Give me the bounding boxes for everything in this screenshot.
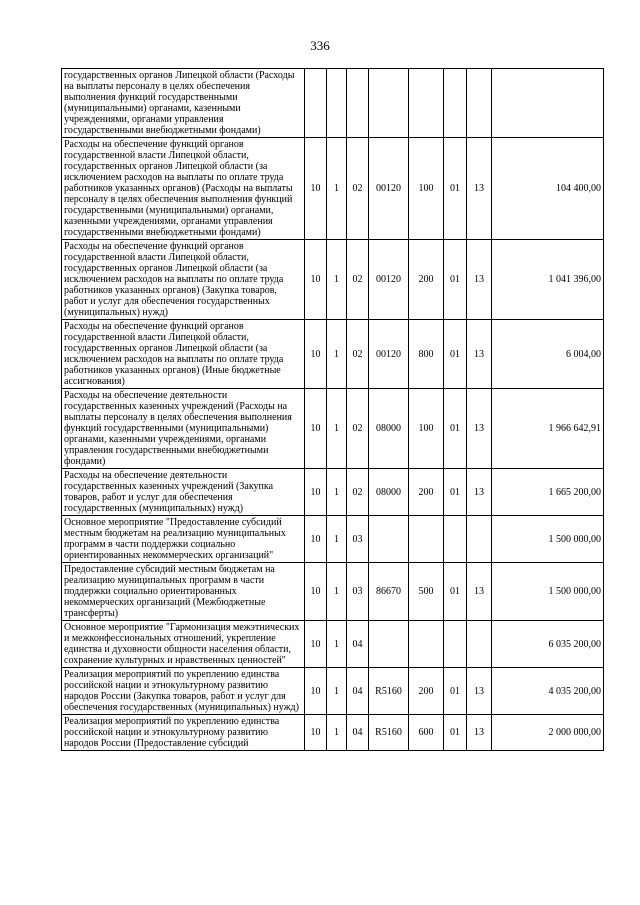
amount-cell: 1 665 200,00 [492, 469, 604, 516]
target-article-cell [369, 69, 409, 138]
subsection-cell: 13 [467, 563, 492, 621]
table-row [62, 138, 604, 240]
code-cell: 04 [347, 668, 369, 715]
section-cell: 01 [444, 668, 467, 715]
section-cell: 01 [444, 469, 467, 516]
target-article-cell: R5160 [369, 668, 409, 715]
table-row [62, 469, 604, 516]
code-cell: 10 [305, 668, 327, 715]
code-cell: 04 [347, 621, 369, 668]
amount-cell: 2 000 000,00 [492, 715, 604, 751]
code-cell: 04 [347, 715, 369, 751]
subsection-cell: 13 [467, 469, 492, 516]
section-cell [444, 69, 467, 138]
subsection-cell: 13 [467, 138, 492, 240]
code-cell: 02 [347, 389, 369, 469]
amount-cell: 1 966 642,91 [492, 389, 604, 469]
budget-item-description: Расходы на обеспечение функций органов государственной власти Липецкой области, государственных органов Липецкой области (за исключением расходов на выплаты по оплате труда работников указанных органов) (Закупка товаров, работ и услуг для обеспечения государственных (муниципальных) нужд) [62, 240, 305, 320]
budget-table [61, 68, 604, 751]
table-row [62, 516, 604, 563]
code-cell: 1 [327, 320, 347, 389]
expense-type-cell: 200 [409, 240, 444, 320]
code-cell [305, 69, 327, 138]
budget-item-description: Расходы на обеспечение функций органов государственной власти Липецкой области, государственных органов Липецкой области (за исключением расходов на выплаты по оплате труда работников указанных органов) (Иные бюджетные ассигнования) [62, 320, 305, 389]
amount-cell: 1 500 000,00 [492, 516, 604, 563]
expense-type-cell: 500 [409, 563, 444, 621]
code-cell: 10 [305, 320, 327, 389]
subsection-cell [467, 516, 492, 563]
code-cell: 1 [327, 240, 347, 320]
code-cell: 02 [347, 138, 369, 240]
target-article-cell: 00120 [369, 240, 409, 320]
code-cell: 1 [327, 138, 347, 240]
budget-item-description: Расходы на обеспечение деятельности государственных казенных учреждений (Закупка товаров, работ и услуг для обеспечения государственных (муниципальных) нужд) [62, 469, 305, 516]
amount-cell: 104 400,00 [492, 138, 604, 240]
code-cell: 03 [347, 516, 369, 563]
subsection-cell: 13 [467, 389, 492, 469]
code-cell: 02 [347, 469, 369, 516]
table-row [62, 240, 604, 320]
target-article-cell [369, 621, 409, 668]
expense-type-cell: 200 [409, 469, 444, 516]
budget-item-description: Предоставление субсидий местным бюджетам на реализацию муниципальных программ в части поддержки социально ориентированных некоммерческих организаций (Межбюджетные трансферты) [62, 563, 305, 621]
code-cell: 02 [347, 320, 369, 389]
code-cell: 03 [347, 563, 369, 621]
code-cell: 10 [305, 563, 327, 621]
budget-item-description: Реализация мероприятий по укреплению единства российской нации и этнокультурному развитию народов России (Предоставление субсидий [62, 715, 305, 751]
expense-type-cell: 800 [409, 320, 444, 389]
table-row [62, 320, 604, 389]
target-article-cell: R5160 [369, 715, 409, 751]
subsection-cell [467, 621, 492, 668]
table-body [62, 69, 604, 751]
code-cell: 1 [327, 389, 347, 469]
amount-cell: 6 004,00 [492, 320, 604, 389]
code-cell: 1 [327, 668, 347, 715]
expense-type-cell: 100 [409, 389, 444, 469]
budget-item-description: Расходы на обеспечение функций органов государственной власти Липецкой области, государственных органов Липецкой области (за исключением расходов на выплаты по оплате труда работников указанных органов) (Расходы на выплаты персоналу в целях обеспечения выполнения функций государственными (муниципальными) органами, казенными учреждениями, органами управления государственными внебюджетными фондами) [62, 138, 305, 240]
subsection-cell: 13 [467, 715, 492, 751]
code-cell: 1 [327, 715, 347, 751]
target-article-cell: 08000 [369, 389, 409, 469]
expense-type-cell: 600 [409, 715, 444, 751]
amount-cell: 4 035 200,00 [492, 668, 604, 715]
code-cell: 10 [305, 621, 327, 668]
target-article-cell: 86670 [369, 563, 409, 621]
budget-item-description: государственных органов Липецкой области (Расходы на выплаты персоналу в целях обеспечения выполнения функций государственными (муниципальными) органами, казенными учреждениями, органами управления государственными внебюджетными фондами) [62, 69, 305, 138]
section-cell: 01 [444, 563, 467, 621]
target-article-cell [369, 516, 409, 563]
budget-item-description: Основное мероприятие "Гармонизация межэтнических и межконфессиональных отношений, укрепление единства и духовности общности населения области, сохранение культурных и нравственных ценностей" [62, 621, 305, 668]
target-article-cell: 08000 [369, 469, 409, 516]
code-cell [347, 69, 369, 138]
code-cell: 10 [305, 516, 327, 563]
expense-type-cell [409, 621, 444, 668]
table-row [62, 621, 604, 668]
target-article-cell: 00120 [369, 138, 409, 240]
code-cell: 1 [327, 516, 347, 563]
page-number: 336 [310, 38, 330, 53]
table-row [62, 668, 604, 715]
code-cell: 02 [347, 240, 369, 320]
amount-cell: 1 041 396,00 [492, 240, 604, 320]
table-row [62, 389, 604, 469]
code-cell: 1 [327, 563, 347, 621]
amount-cell: 6 035 200,00 [492, 621, 604, 668]
code-cell [327, 69, 347, 138]
expense-type-cell [409, 516, 444, 563]
table-row [62, 69, 604, 138]
budget-item-description: Основное мероприятие "Предоставление субсидий местным бюджетам на реализацию муниципальных программ в части поддержки социально ориентированных некоммерческих организаций" [62, 516, 305, 563]
section-cell: 01 [444, 715, 467, 751]
budget-item-description: Реализация мероприятий по укреплению единства российской нации и этнокультурному развитию народов России (Закупка товаров, работ и услуг для обеспечения государственных (муниципальных) нужд) [62, 668, 305, 715]
section-cell: 01 [444, 138, 467, 240]
code-cell: 10 [305, 389, 327, 469]
section-cell: 01 [444, 320, 467, 389]
code-cell: 10 [305, 469, 327, 516]
section-cell [444, 516, 467, 563]
code-cell: 10 [305, 715, 327, 751]
amount-cell [492, 69, 604, 138]
subsection-cell [467, 69, 492, 138]
code-cell: 10 [305, 138, 327, 240]
section-cell [444, 621, 467, 668]
subsection-cell: 13 [467, 668, 492, 715]
code-cell: 1 [327, 621, 347, 668]
subsection-cell: 13 [467, 240, 492, 320]
target-article-cell: 00120 [369, 320, 409, 389]
subsection-cell: 13 [467, 320, 492, 389]
amount-cell: 1 500 000,00 [492, 563, 604, 621]
code-cell: 1 [327, 469, 347, 516]
table-row [62, 563, 604, 621]
expense-type-cell [409, 69, 444, 138]
section-cell: 01 [444, 389, 467, 469]
expense-type-cell: 200 [409, 668, 444, 715]
section-cell: 01 [444, 240, 467, 320]
expense-type-cell: 100 [409, 138, 444, 240]
budget-item-description: Расходы на обеспечение деятельности государственных казенных учреждений (Расходы на выплаты персоналу в целях обеспечения выполнения функций государственными (муниципальными) органами, казенными учреждениями, органами управления государственными внебюджетными фондами) [62, 389, 305, 469]
code-cell: 10 [305, 240, 327, 320]
table-row [62, 715, 604, 751]
